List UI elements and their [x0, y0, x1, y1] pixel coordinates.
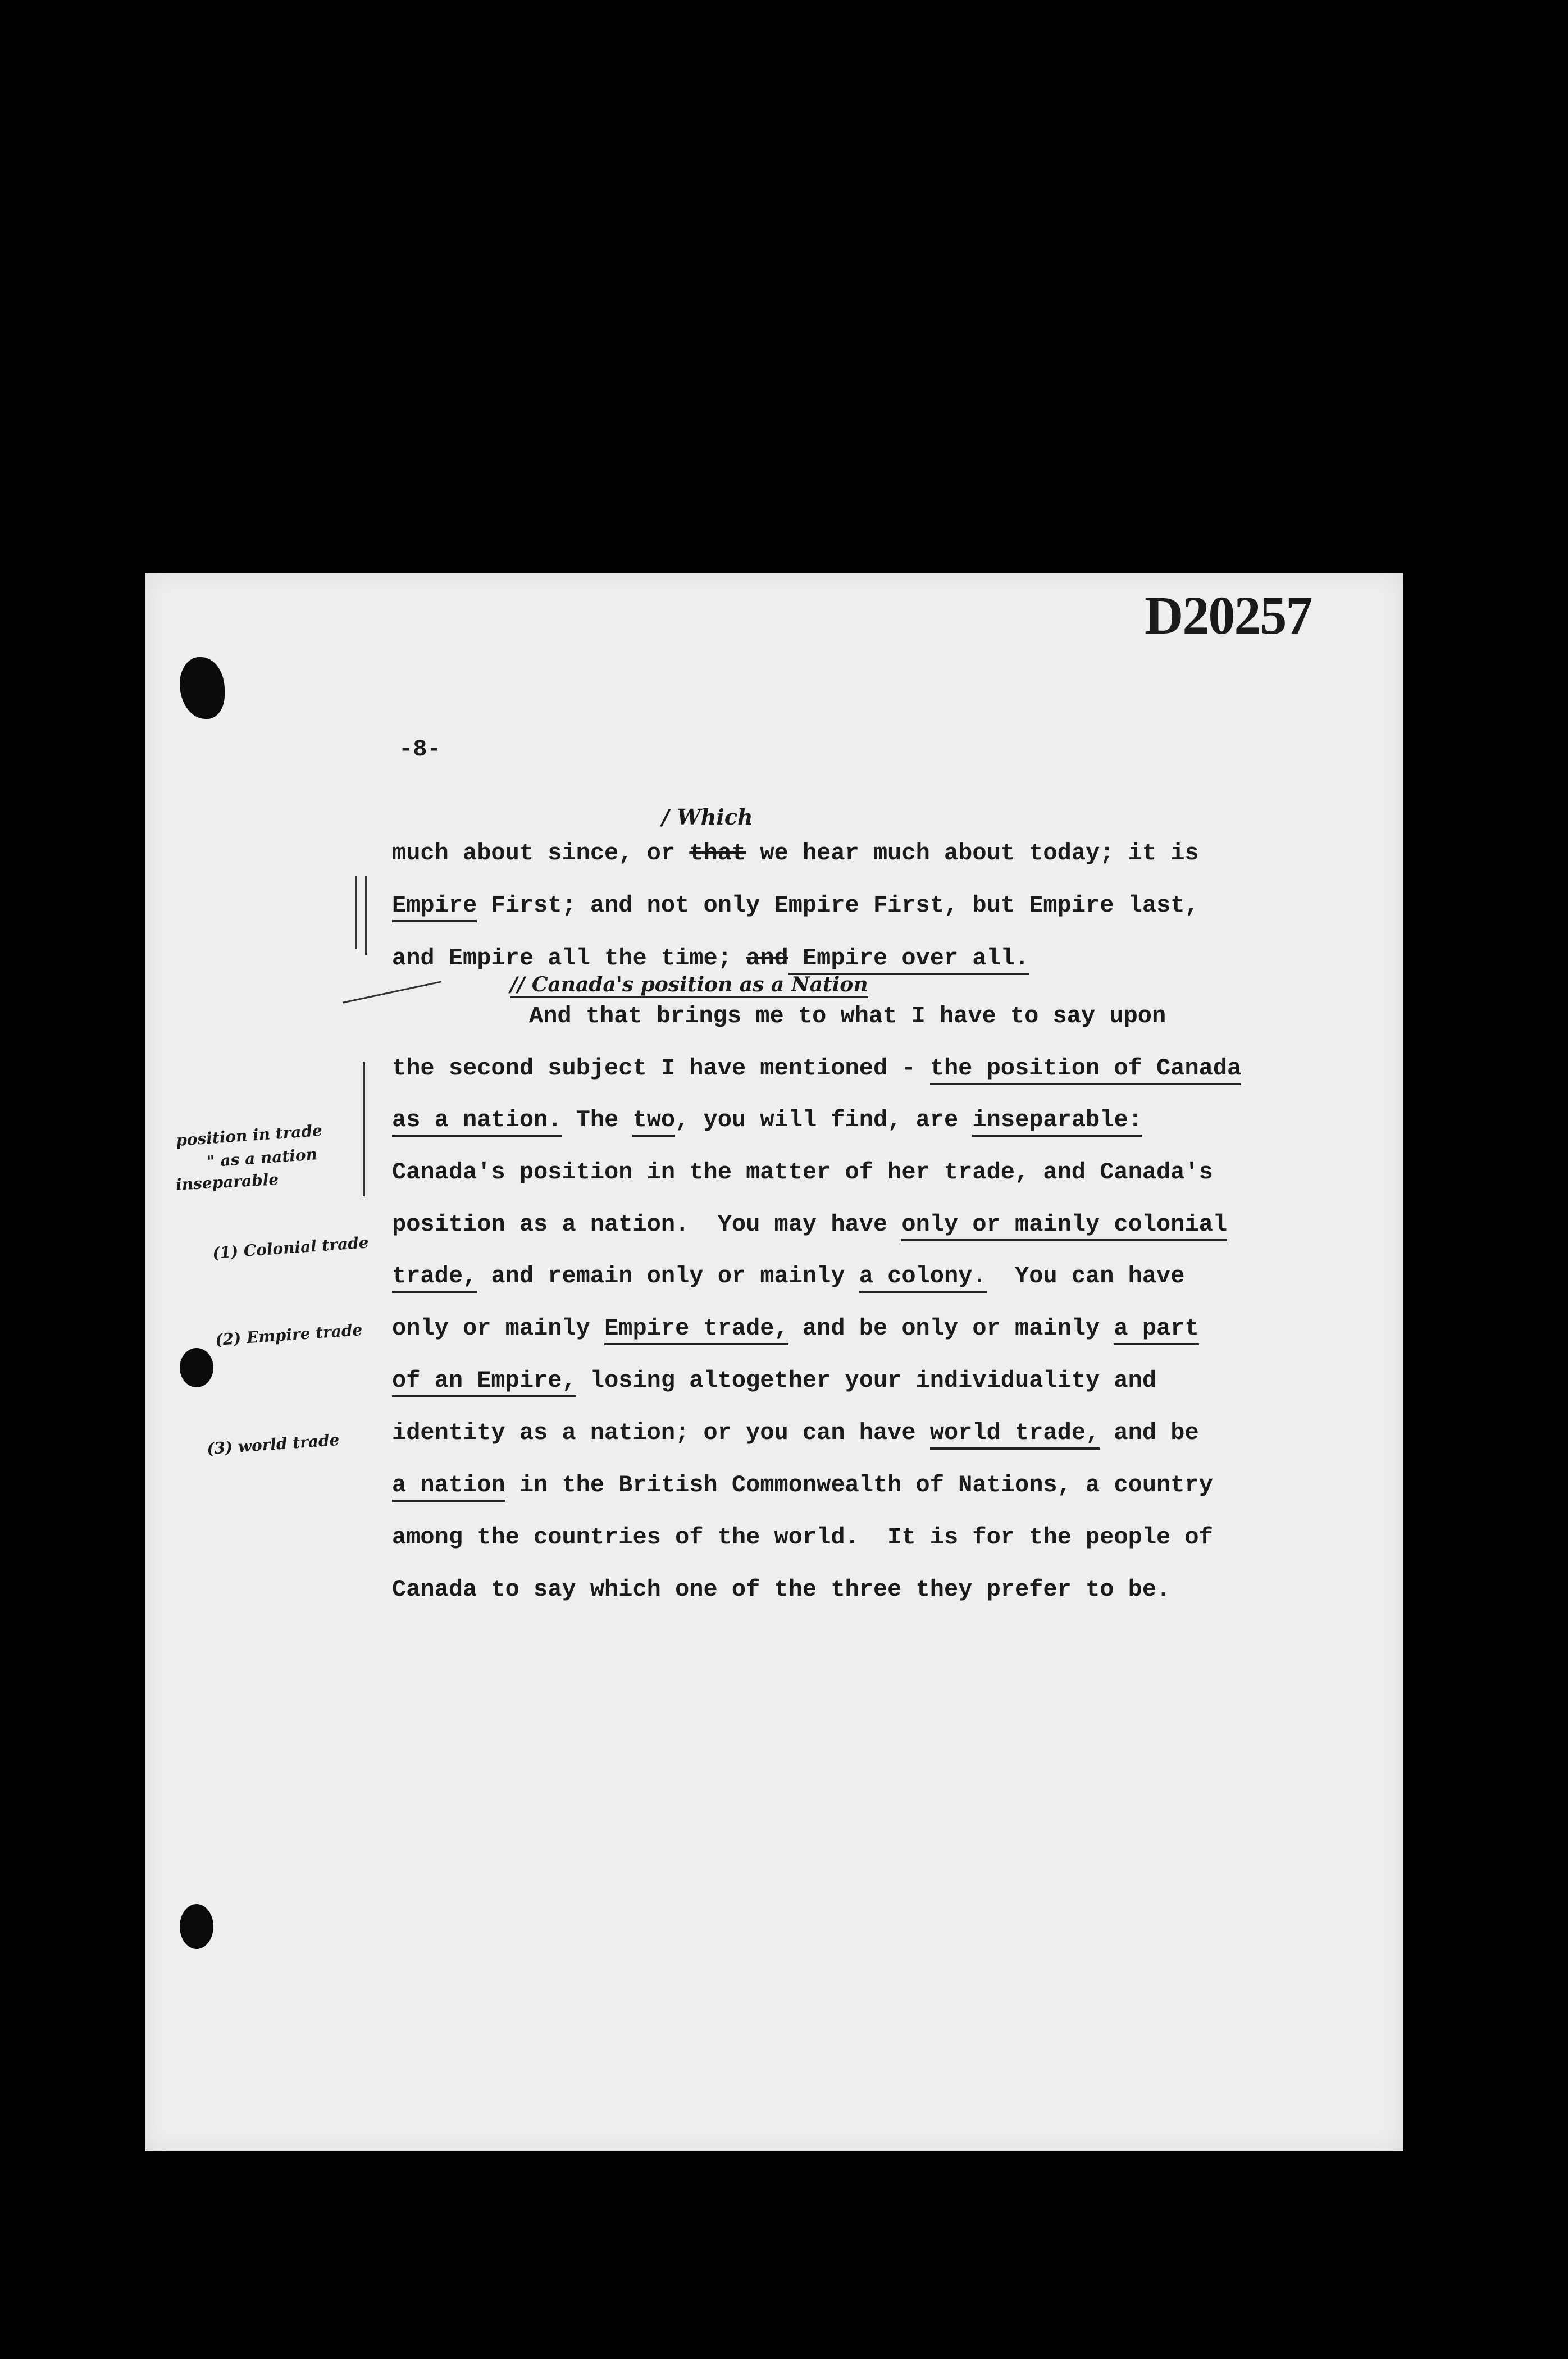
text-line-2 — [392, 892, 1199, 919]
text-segment: only or mainly — [392, 1315, 605, 1342]
text-segment: identity as a nation; or you can have — [392, 1419, 930, 1446]
margin-bracket-2 — [365, 876, 367, 955]
underlined-text: a part — [1114, 1315, 1198, 1345]
text-line-6 — [392, 1106, 1142, 1133]
underlined-text: as a nation. — [392, 1106, 562, 1137]
text-line-8 — [392, 1211, 1227, 1238]
underlined-text: Empire over all. — [788, 945, 1029, 975]
margin-note-colonial-trade: (1) Colonial trade — [212, 1233, 370, 1263]
handwritten-insertion-which: / Which — [662, 804, 753, 830]
text-segment: The — [562, 1106, 633, 1133]
text-segment: brings me to what I have to say upon — [656, 1003, 1166, 1030]
text-segment: And that — [529, 1003, 657, 1030]
underlined-text: a nation — [392, 1472, 505, 1502]
text-segment: much about since, or — [392, 840, 690, 867]
underlined-text: Empire trade, — [604, 1315, 788, 1345]
text-segment: and be — [1100, 1419, 1199, 1446]
underlined-text: inseparable: — [972, 1106, 1142, 1137]
text-line-1 — [392, 840, 1199, 867]
text-line-4 — [529, 1003, 1166, 1030]
margin-bracket-3 — [363, 1062, 365, 1196]
text-line-14: among the countries of the world. It is for the people of — [392, 1524, 1213, 1551]
handwritten-heading-note: // Canada's position as a Nation — [510, 973, 868, 998]
underlined-text: Empire — [392, 892, 477, 922]
underlined-text: the position of Canada — [930, 1055, 1242, 1085]
text-line-13 — [392, 1472, 1213, 1499]
punch-hole-top — [180, 657, 225, 719]
margin-note-empire-trade: (2) Empire trade — [215, 1320, 363, 1350]
text-segment: and be only or mainly — [788, 1315, 1114, 1342]
text-segment: You can have — [986, 1263, 1185, 1290]
margin-bracket-1 — [355, 876, 357, 949]
text-segment: and remain only or mainly — [477, 1263, 859, 1290]
text-segment: First; and not only Empire First, but Empire last, — [477, 892, 1199, 919]
text-segment: the time; — [590, 945, 746, 972]
underlined-text: a colony. — [859, 1263, 987, 1293]
margin-slash — [343, 981, 442, 1003]
margin-note-position-trade: position in trade — [175, 1121, 323, 1150]
text-line-15: Canada to say which one of the three they prefer to be. — [392, 1576, 1171, 1603]
margin-note-inseparable: inseparable — [175, 1170, 279, 1194]
margin-note-world-trade: (3) world trade — [206, 1430, 340, 1459]
underlined-text: of an Empire, — [392, 1367, 576, 1397]
text-segment: the second subject I have mentioned - — [392, 1055, 930, 1082]
underlined-text: trade, — [392, 1263, 477, 1293]
text-segment: and Empire all — [392, 945, 590, 972]
text-line-11 — [392, 1367, 1156, 1394]
struck-word: and — [746, 945, 788, 972]
text-segment: position as a nation. You may have — [392, 1211, 902, 1238]
struck-word: that — [689, 840, 746, 867]
page-number: -8- — [399, 736, 441, 763]
text-line-9 — [392, 1263, 1184, 1290]
text-segment: , you will find, are — [675, 1106, 973, 1133]
text-line-5 — [392, 1055, 1241, 1082]
punch-hole-middle — [180, 1348, 213, 1387]
text-line-7: Canada's position in the matter of her trade, and Canada's — [392, 1159, 1213, 1186]
punch-hole-bottom — [180, 1904, 213, 1949]
underlined-text: world trade, — [930, 1419, 1100, 1450]
text-line-10 — [392, 1315, 1199, 1342]
document-page — [145, 573, 1403, 2151]
text-segment: we hear much about today; it is — [746, 840, 1199, 867]
margin-note-as-nation: " as a nation — [206, 1145, 318, 1171]
text-line-12 — [392, 1419, 1199, 1446]
text-segment: losing altogether your individuality and — [576, 1367, 1157, 1394]
document-stamp: D20257 — [1145, 585, 1312, 645]
text-segment: in the British Commonwealth of Nations, a country — [505, 1472, 1213, 1499]
text-line-3 — [392, 945, 1029, 972]
underlined-text: two — [632, 1106, 675, 1137]
underlined-text: only or mainly colonial — [901, 1211, 1227, 1241]
